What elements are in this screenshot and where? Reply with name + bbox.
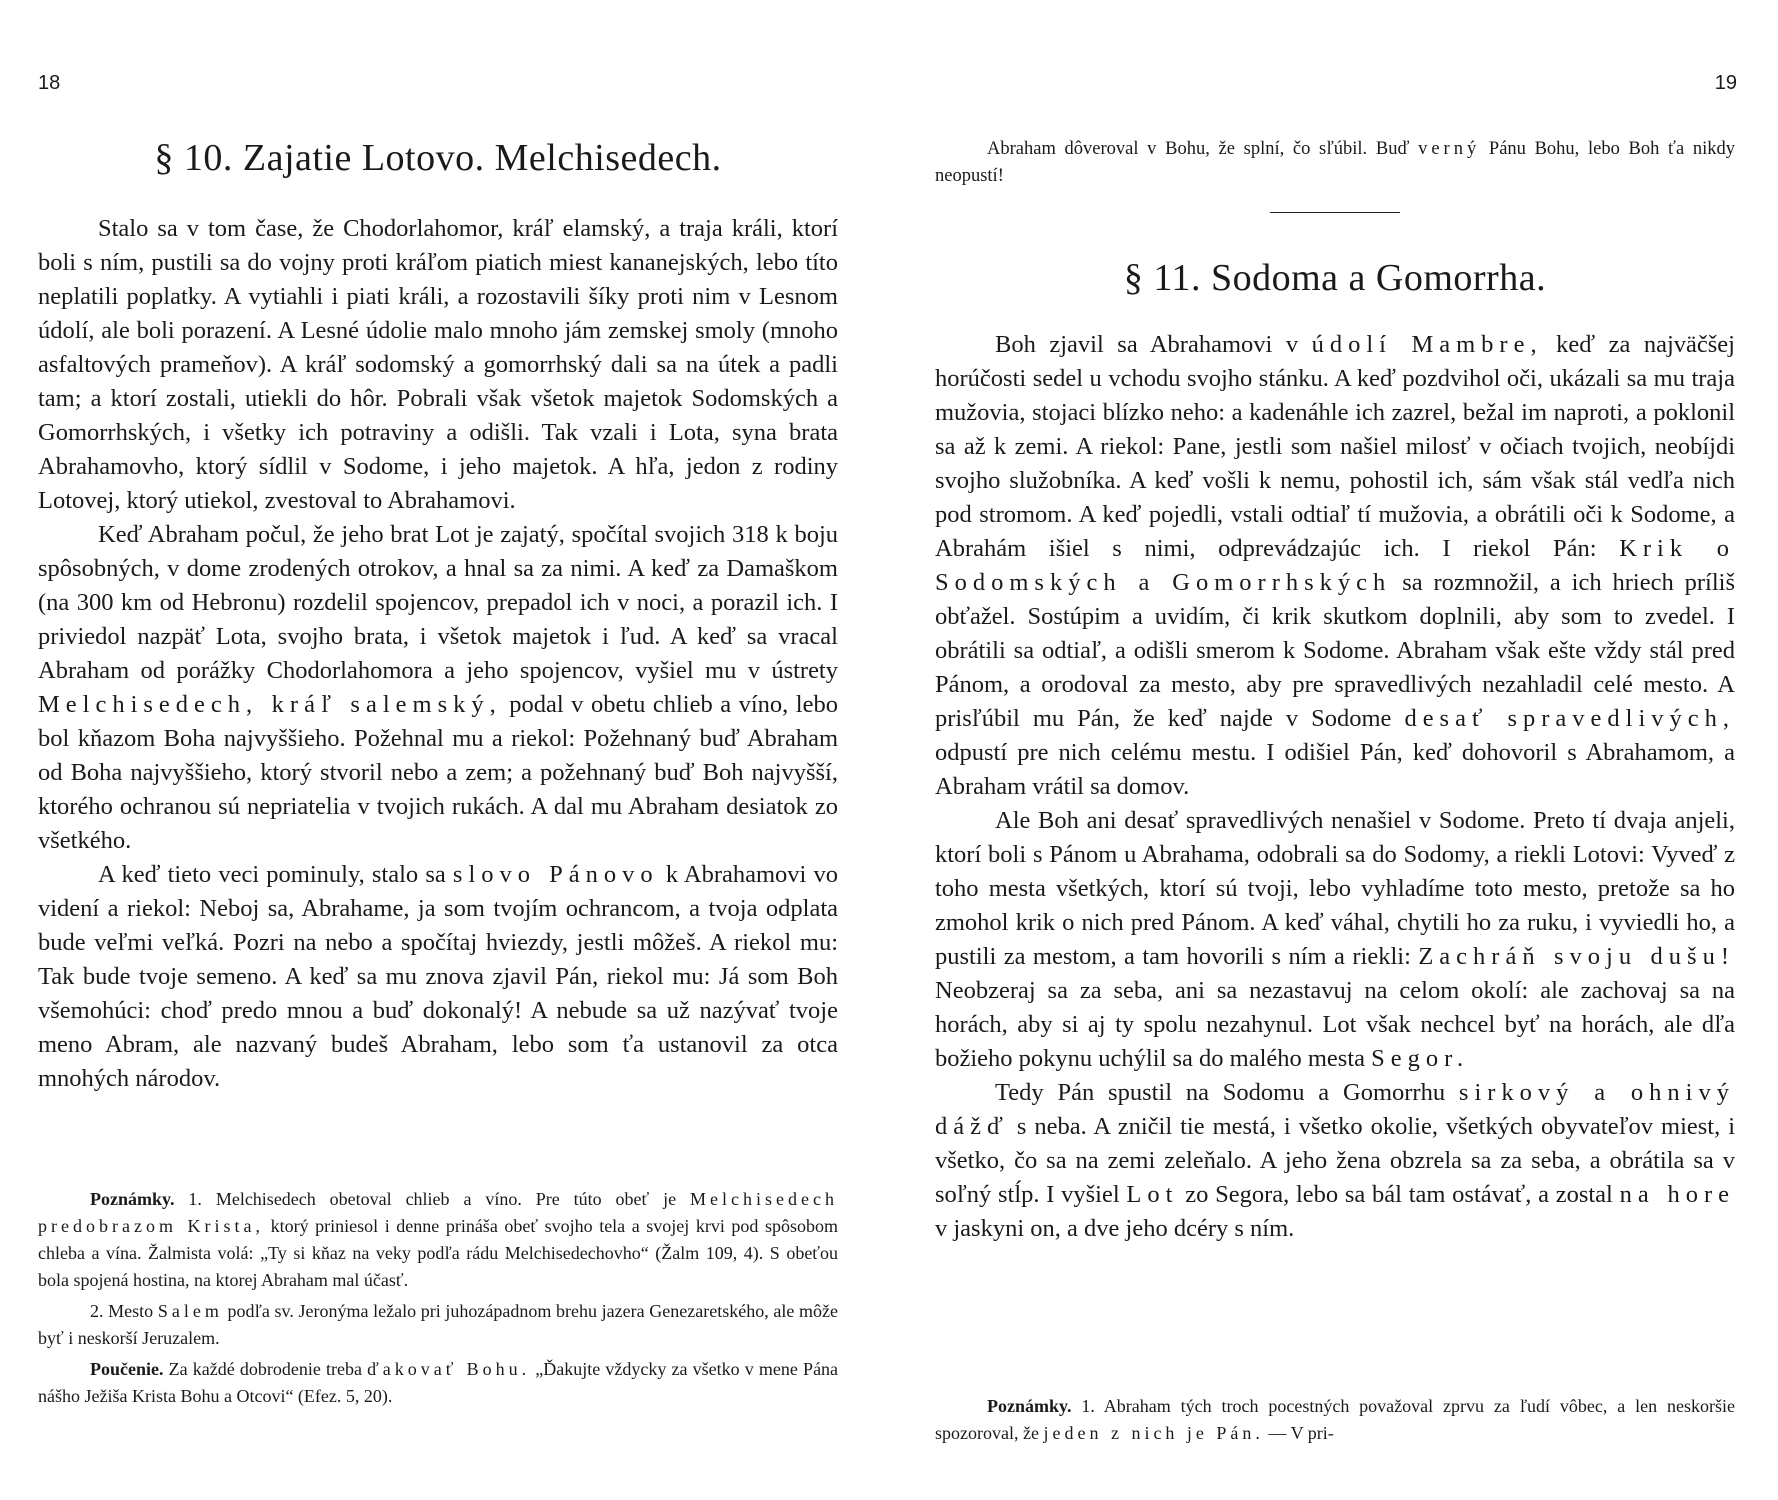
text-run: Pánu Bohu, lebo Boh ťa nikdy neopustí! xyxy=(935,139,1735,186)
text-run: 1. Melchisedech obetoval chlieb a víno. Pre túto obeť je xyxy=(188,1189,677,1209)
left-page xyxy=(38,0,838,1500)
text-run: 2. Mesto xyxy=(90,1301,154,1321)
continued-note xyxy=(935,136,1735,190)
footnotes xyxy=(38,1186,838,1414)
section-divider xyxy=(1270,212,1400,213)
note xyxy=(935,1393,1735,1447)
section-body xyxy=(38,212,838,1096)
page-number: 19 xyxy=(1714,72,1737,94)
text-run: Abraham dôveroval v Bohu, že splní, čo sľúbil. Buď xyxy=(987,139,1410,159)
footnotes xyxy=(935,1393,1735,1451)
notes-label: Poznámky. xyxy=(987,1396,1072,1416)
page-number: 18 xyxy=(38,72,61,94)
paragraph xyxy=(935,1076,1735,1246)
spaced-emphasis: Krik o Sodomských a Gomorrhských xyxy=(935,535,1735,596)
spaced-emphasis: Lot xyxy=(1126,1181,1179,1208)
text-run: A keď tieto veci pominuly, stalo sa xyxy=(98,861,446,888)
text-run: Neobzeraj sa za seba, ani sa nezastavuj na celom okolí: ale zachovaj sa na horách, aby si aj ty spolu nezahynul. Lot však nechcel byť na horách, ale dľa božieho pokynu uchýlil sa do malého mesta xyxy=(935,977,1735,1072)
section-heading: § 10. Zajatie Lotovo. Melchisedech. xyxy=(154,137,722,179)
spaced-emphasis: Salem xyxy=(157,1301,223,1321)
text-run: odpustí pre nich celému mestu. I odišiel Pán, keď dohovoril s Abrahamom, a Abraham vrátil sa domov. xyxy=(935,739,1735,800)
text-run: 1. Abraham tých troch pocestných považoval zprvu za ľudí vôbec, a len neskoršie spozoroval, že xyxy=(935,1396,1735,1443)
note xyxy=(38,1298,838,1352)
right-page xyxy=(935,0,1735,1500)
text-run: podal v obetu chlieb a víno, lebo bol kňazom Boha najvyššieho. Požehnal mu a riekol: Požehnaný buď Abraham od Boha najvyššieho, ktorý stvoril nebo a zem; a požehnaný buď Boh najvyšší, ktorého ochranou sú nepriatelia v tvojich rukách. A dal mu Abraham desiatok zo všetkého. xyxy=(38,691,838,854)
spaced-emphasis: údolí Mambre, xyxy=(1311,331,1543,358)
spaced-emphasis: Melchisedech, kráľ salemský, xyxy=(38,691,502,718)
spaced-emphasis: desať spravedlivých, xyxy=(1404,705,1736,732)
text-run: sa rozmnožil, a ich hriech príliš obťažel. Sostúpim a uvidím, či krik skutkom doplnili, aby som to zvedel. I obrátili sa odtiaľ, a odišli smerom k Sodome. Abraham však ešte vždy stál pred Pánom, a orodoval za mesto, aby pre spravedlivých nezahladil celé mesto. A prisľúbil mu Pán, že keď najde v Sodome xyxy=(935,569,1736,732)
text-run: podľa sv. Jeronýma ležalo pri juhozápadnom brehu jazera Genezaretského, ale môže byť i neskorší Jeruzalem. xyxy=(38,1301,839,1348)
paragraph: Stalo sa v tom čase, že Chodorlahomor, kráľ elamský, a traja králi, ktorí boli s ním, pustili sa do vojny proti kráľom piatich miest kananejských, lebo títo neplatili poplatky. A vytiahli i piati králi, a rozostavili šíky proti nim v Lesnom údolí, ale boli porazení. A Lesné údolie malo mnoho jám zemskej smoly (mnoho asfaltových prameňov). A kráľ sodomský a gomorrhský dali sa na útek a padli tam; a ktorí zostali, utiekli do hôr. Pobrali však všetok majetok Sodomských a Gomorrhských, i všetky ich potraviny a odišli. Tak vzali i Lota, syna brata Abrahamovho, ktorý sídlil v Sodome, i jeho majetok. A hľa, jedon z rodiny Lotovej, ktorý utiekol, zvestoval to Abrahamovi. xyxy=(38,215,838,514)
spaced-emphasis: Melchisedech predobrazom Krista, xyxy=(38,1189,839,1236)
text-run: keď za najväčšej horúčosti sedel u vchodu svojho stánku. A keď pozdvihol oči, ukázali sa mu traja mužovia, stojaci blízko neho: a kadenáhle ich zazrel, bežal im naproti, a poklonil sa až k zemi. A riekol: Pane, jestli som našiel milosť v očiach tvojich, neobíjdi svojho služobníka. A keď vošli k nemu, pohostil ich, sám však stál vedľa nich pod stromom. A keď pojedli, vstali odtiaľ tí mužovia, a obrátili oči k Sodome, a Abrahám išiel s nimi, odprevádzajúc ich. I riekol Pán: xyxy=(935,331,1735,562)
text-run: s neba. A zničil tie mestá, i všetko okolie, všetkých obyvateľov miest, i všetko, čo sa na zemi zeleňalo. A jeho žena obzrela sa za seba, a obrátila sa v soľný stĺp. I vyšiel xyxy=(935,1113,1736,1208)
spaced-emphasis: slovo Pánovo xyxy=(452,861,659,888)
spaced-emphasis: ďakovať Bohu. xyxy=(367,1359,531,1379)
paragraph xyxy=(38,858,838,1096)
spaced-emphasis: sirkový a ohnivý dážď xyxy=(935,1079,1735,1140)
lesson xyxy=(38,1356,838,1410)
text-run: ktorý priniesol i denne prináša obeť svojho tela a svojej krvi pod spôsobom chleba a vína. Žalmista volá: „Ty si kňaz na veky podľa rádu Melchisedechovho“ (Žalm 109, 4). S obeťou bola spojená hostina, na ktorej Abraham mal účasť. xyxy=(38,1216,838,1290)
spaced-emphasis: na hore xyxy=(1619,1181,1736,1208)
notes-label: Poznámky. xyxy=(90,1189,175,1209)
spaced-emphasis: Zachráň svoju dušu! xyxy=(1418,943,1735,970)
text-run: „Ďakujte vždycky za všetko v mene Pána nášho Ježiša Krista Bohu a Otcovi“ (Efez. 5, 20). xyxy=(38,1359,839,1406)
text-run: zo Segora, lebo sa bál tam ostávať, a zostal xyxy=(1185,1181,1613,1208)
paragraph xyxy=(935,328,1735,804)
text-run: Za každé dobrodenie treba xyxy=(168,1359,362,1379)
text-run: v jaskyni on, a dve jeho dcéry s ním. xyxy=(935,1215,1295,1242)
spaced-emphasis: Segor. xyxy=(1371,1045,1470,1072)
text-run: Ale Boh ani desať spravedlivých nenašiel v Sodome. Preto tí dvaja anjeli, ktorí boli s Pánom u Abrahama, odobrali sa do Sodomy, a riekli Lotovi: Vyveď z toho mesta všetkých, ktorí sú tvoji, lebo vyhladíme toto mesto, pretože sa ho zmohol krik o nich pred Pánom. A keď váhal, chytili ho za ruku, i vyviedli ho, a pustili za mestom, a tam hovorili s ním a riekli: xyxy=(935,807,1735,970)
text-run: k Abrahamovi vo videní a riekol: Neboj sa, Abrahame, ja som tvojím ochrancom, a tvoja odplata bude veľmi veľká. Pozri na nebo a spočítaj hviezdy, jestli môžeš. A riekol mu: Tak bude tvoje semeno. A keď sa mu znova zjavil Pán, riekol mu: Já som Boh všemohúci: choď predo mnou a buď dokonalý! A nebude sa už nazývať tvoje meno Abram, ale nazvaný budeš Abraham, lebo som ťa ustanovil za otca mnohých národov. xyxy=(38,861,839,1092)
text-run: Boh zjavil sa Abrahamovi v xyxy=(995,331,1299,358)
note xyxy=(38,1186,838,1294)
spaced-emphasis: jeden z nich je Pán. xyxy=(1043,1423,1264,1443)
paragraph xyxy=(38,518,838,858)
section-heading: § 11. Sodoma a Gomorrha. xyxy=(1123,257,1547,299)
text-run: — V pri- xyxy=(1268,1423,1334,1443)
text-run: Tedy Pán spustil na Sodomu a Gomorrhu xyxy=(995,1079,1446,1106)
section-body xyxy=(935,328,1735,1246)
lesson-label: Poučenie. xyxy=(90,1359,164,1379)
paragraph xyxy=(935,136,1735,190)
spaced-emphasis: verný xyxy=(1418,139,1481,159)
paragraph xyxy=(935,804,1735,1076)
text-run: Keď Abraham počul, že jeho brat Lot je zajatý, spočítal svojich 318 k boju spôsobných, v dome zrodených otrokov, a hnal sa za nimi. A keď za Damaškom (na 300 km od Hebronu) rozdelil spojencov, prepadol ich v noci, a porazil ich. I priviedol nazpäť Lota, svojho brata, i všetok majetok i ľud. A keď sa vracal Abraham od porážky Chodorlahomora a jeho spojencov, vyšiel mu v ústrety xyxy=(38,521,838,684)
